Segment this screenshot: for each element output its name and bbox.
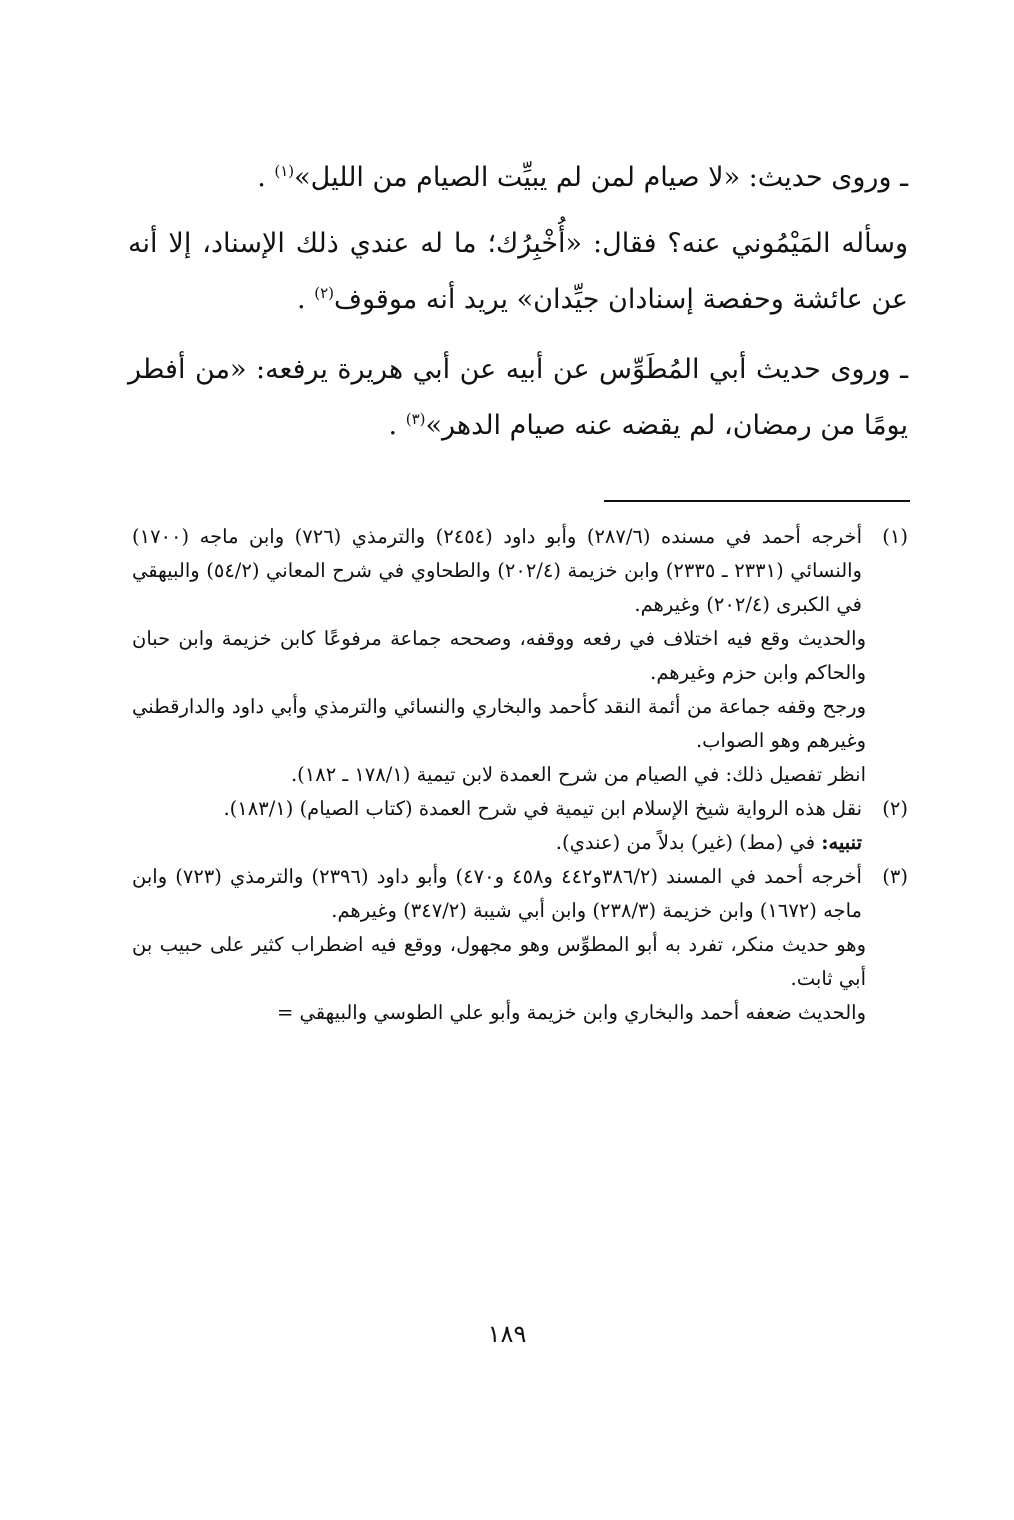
footnote-number: (١) — [882, 525, 908, 548]
footnote-text: أخرجه أحمد في مسنده (٢٨٧/٦) وأبو داود (٢٤٥٤) والترمذي (٧٢٦) وابن ماجه (١٧٠٠) والنسائي (٢٣٣١ ـ ٢٣٣٥) وابن خزيمة (٢٠٢/٤) والطحاوي في شرح المعاني (٥٤/٢) والبيهقي في الكبرى (٢٠٢/٤) وغيرهم. — [132, 525, 862, 616]
paragraph-2: وسأله المَيْمُوني عنه؟ فقال: «أُخْبِرُك؛ ما له عندي ذلك الإسناد، إلا أنه عن عائشة وحفصة إسنادان جيِّدان» يريد أنه موقوف$^{(٢)}$ . — [128, 228, 908, 315]
footnote-3-continuation — [132, 928, 908, 1030]
footnote-paragraph: والحديث وقع فيه اختلاف في رفعه ووقفه، وصححه جماعة مرفوعًا كابن خزيمة وابن حبان والحاكم وابن حزم وغيرهم. — [132, 627, 866, 684]
footnote-separator — [604, 500, 910, 502]
footnote-paragraph: انظر تفصيل ذلك: في الصيام من شرح العمدة لابن تيمية (١٧٨/١ ـ ١٨٢). — [290, 763, 866, 786]
footnote-ref-3[interactable]: (٣) — [405, 410, 426, 428]
footnote-paragraph: تنبيه: في (مط) (غير) بدلاً من (عندي). — [555, 831, 862, 854]
paragraph-1: ـ وروى حديث: «لا صيام لمن لم يبيِّت الصيام من الليل»$^{(١)}$ . — [257, 162, 908, 193]
footnote-ref-1[interactable]: (١) — [274, 162, 295, 180]
footnotes — [132, 520, 908, 1030]
footnote-1 — [132, 520, 908, 622]
footnote-paragraph: ورجح وقفه جماعة من أئمة النقد كأحمد والبخاري والنسائي والترمذي وأبي داود والدارقطني وغيرهم وهو الصواب. — [132, 695, 866, 752]
footnote-1-continuation — [132, 622, 908, 792]
footnote-2 — [132, 792, 908, 826]
footnote-number: (٣) — [882, 865, 908, 888]
footnote-ref-2[interactable]: (٢) — [314, 284, 334, 302]
footnote-2-note — [132, 826, 908, 860]
footnote-text: أخرجه أحمد في المسند (٣٨٦/٢و٤٤٢ و٤٥٨ و٤٧٠) وأبو داود (٢٣٩٦) والترمذي (٧٢٣) وابن ماجه (١٦٧٢) وابن خزيمة (٢٣٨/٣) وابن أبي شيبة (٣٤٧/٢) وغيرهم. — [132, 865, 862, 922]
main-text — [128, 150, 908, 468]
page-number: ١٨٩ — [487, 1320, 527, 1348]
footnote-text: نقل هذه الرواية شيخ الإسلام ابن تيمية في شرح العمدة (كتاب الصيام) (١٨٣/١). — [223, 797, 862, 820]
footnote-number: (٢) — [882, 797, 908, 820]
footnote-paragraph: والحديث ضعفه أحمد والبخاري وابن خزيمة وأبو علي الطوسي والبيهقي = — [276, 1001, 866, 1024]
note-label: تنبيه: — [821, 831, 862, 854]
footnote-paragraph: وهو حديث منكر، تفرد به أبو المطوِّس وهو مجهول، ووقع فيه اضطراب كثير على حبيب بن أبي ثابت. — [132, 933, 866, 990]
footnote-3 — [132, 860, 908, 928]
paragraph-3: ـ وروى حديث أبي المُطَوِّس عن أبيه عن أبي هريرة يرفعه: «من أفطر يومًا من رمضان، لم يقضه عنه صيام الدهر»$^{(٣)}$ . — [128, 354, 908, 441]
